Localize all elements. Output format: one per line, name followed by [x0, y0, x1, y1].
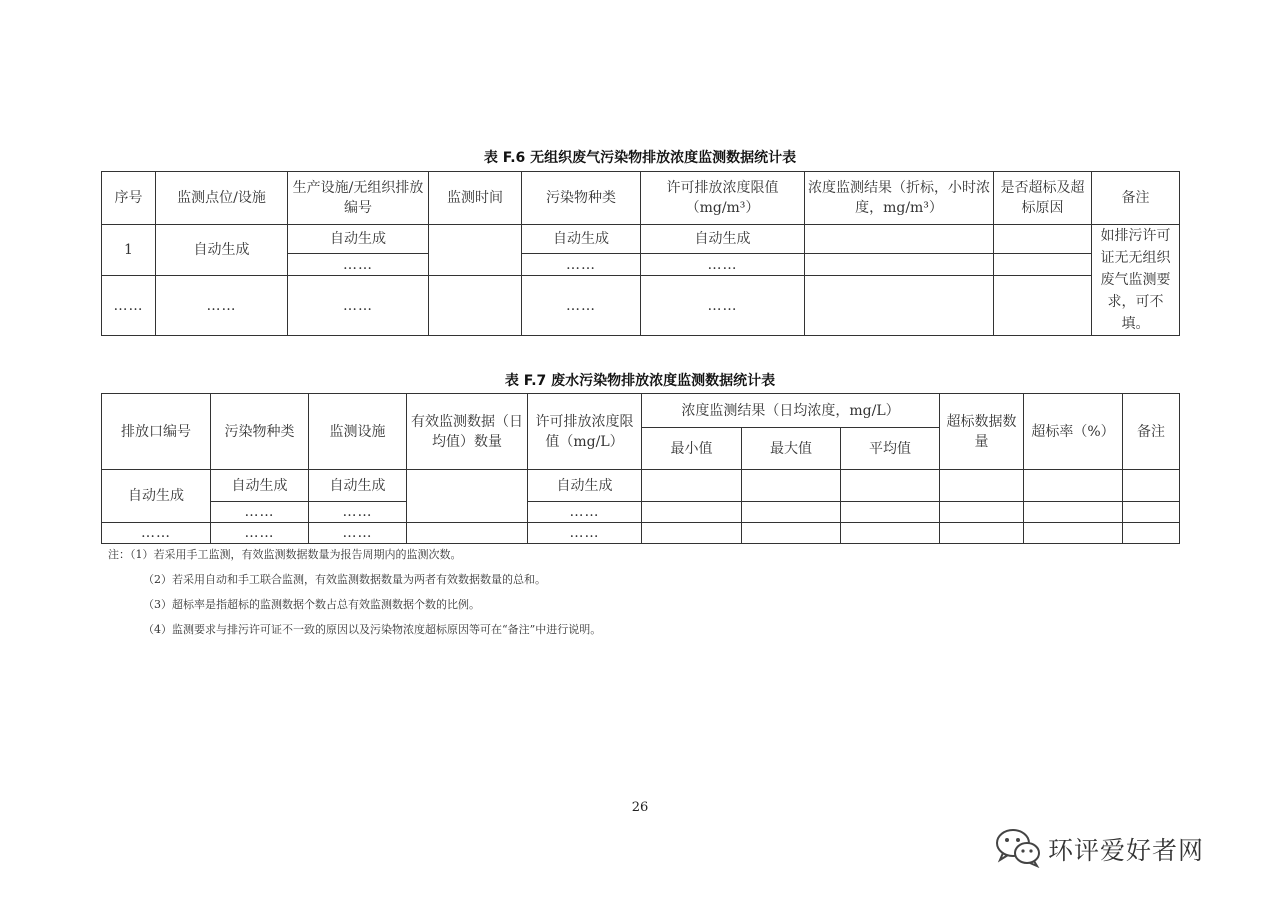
- table-row: [102, 523, 1180, 544]
- table-cell: ……: [211, 502, 309, 523]
- table-cell: [940, 502, 1024, 523]
- table-cell: 自动生成: [528, 470, 642, 502]
- table-cell: [1123, 470, 1180, 502]
- table-f7: [101, 393, 1180, 544]
- table-row: [102, 225, 1180, 254]
- table-cell: [994, 254, 1092, 276]
- header-cell: 监测点位/设施: [156, 172, 288, 225]
- table-cell: [742, 502, 841, 523]
- header-cell: 最小值: [642, 428, 742, 470]
- header-cell: 超标数据数量: [940, 394, 1024, 470]
- table-cell: ……: [522, 254, 641, 276]
- table-cell: [940, 523, 1024, 544]
- header-cell: 有效监测数据（日均值）数量: [407, 394, 528, 470]
- table-cell: ……: [288, 276, 429, 336]
- header-cell: 污染物种类: [211, 394, 309, 470]
- note-line: 注：（1）若采用手工监测，有效监测数据数量为报告周期内的监测次数。: [108, 548, 462, 561]
- table-f7-caption: 表 F.7 废水污染物排放浓度监测数据统计表: [504, 373, 776, 389]
- table-cell: 自动生成: [309, 470, 407, 502]
- table-cell: ……: [211, 523, 309, 544]
- table-cell: [1024, 470, 1123, 502]
- header-cell: 排放口编号: [102, 394, 211, 470]
- table-cell: [1024, 502, 1123, 523]
- table-row: [102, 502, 1180, 523]
- table-cell: [742, 470, 841, 502]
- table-cell: [407, 470, 528, 523]
- remark-cell: 如排污许可证无无组织废气监测要求，可不填。: [1092, 225, 1180, 336]
- table-cell: [805, 254, 994, 276]
- table-header-row: [102, 172, 1180, 225]
- header-cell: 平均值: [841, 428, 940, 470]
- table-cell: [642, 470, 742, 502]
- table-cell: [805, 276, 994, 336]
- table-cell: [742, 523, 841, 544]
- table-cell: [805, 225, 994, 254]
- table-cell: ……: [156, 276, 288, 336]
- header-cell: 许可排放浓度限值（mg/L）: [528, 394, 642, 470]
- header-cell: 超标率（%）: [1024, 394, 1123, 470]
- header-cell: 监测设施: [309, 394, 407, 470]
- header-cell: 是否超标及超标原因: [994, 172, 1092, 225]
- header-cell: 备注: [1092, 172, 1180, 225]
- header-cell: 浓度监测结果（折标，小时浓度，mg/m³）: [805, 172, 994, 225]
- table-cell: ……: [309, 502, 407, 523]
- page-number: 26: [631, 800, 649, 815]
- note-line: （3）超标率是指超标的监测数据个数占总有效监测数据个数的比例。: [143, 598, 480, 611]
- table-row: [102, 276, 1180, 336]
- table-cell: ……: [102, 276, 156, 336]
- table-cell: ……: [309, 523, 407, 544]
- table-cell: ……: [288, 254, 429, 276]
- table-cell: 自动生成: [288, 225, 429, 254]
- table-cell: ……: [528, 502, 642, 523]
- table-cell: 自动生成: [522, 225, 641, 254]
- table-cell: [841, 502, 940, 523]
- wechat-icon: [994, 826, 1042, 872]
- watermark: [994, 826, 1204, 872]
- header-cell: 备注: [1123, 394, 1180, 470]
- table-cell: [407, 523, 528, 544]
- table-cell: ……: [641, 254, 805, 276]
- header-cell: 监测时间: [429, 172, 522, 225]
- table-cell: 自动生成: [641, 225, 805, 254]
- table-row: [102, 470, 1180, 502]
- table-cell: [1024, 523, 1123, 544]
- header-cell: 污染物种类: [522, 172, 641, 225]
- header-cell: 许可排放浓度限值（mg/m³）: [641, 172, 805, 225]
- header-cell: 生产设施/无组织排放编号: [288, 172, 429, 225]
- table-cell: [429, 225, 522, 276]
- table-cell: ……: [528, 523, 642, 544]
- table-cell: 自动生成: [156, 225, 288, 276]
- note-line: （2）若采用自动和手工联合监测，有效监测数据数量为两者有效数据数量的总和。: [143, 573, 546, 586]
- table-cell: ……: [641, 276, 805, 336]
- table-cell: [841, 523, 940, 544]
- table-cell: 1: [102, 225, 156, 276]
- header-cell: 序号: [102, 172, 156, 225]
- table-cell: ……: [102, 523, 211, 544]
- table-cell: [642, 523, 742, 544]
- table-cell: [940, 470, 1024, 502]
- table-header-row: [102, 394, 1180, 428]
- table-cell: [841, 470, 940, 502]
- table-cell: [1123, 523, 1180, 544]
- table-cell: [642, 502, 742, 523]
- table-cell: 自动生成: [102, 470, 211, 523]
- table-cell: [994, 225, 1092, 254]
- table-cell: 自动生成: [211, 470, 309, 502]
- table-f6: [101, 171, 1180, 336]
- table-cell: [1123, 502, 1180, 523]
- header-cell: 最大值: [742, 428, 841, 470]
- table-cell: ……: [522, 276, 641, 336]
- note-line: （4）监测要求与排污许可证不一致的原因以及污染物浓度超标原因等可在“备注”中进行说明。: [143, 623, 602, 636]
- watermark-text: 环评爱好者网: [1048, 836, 1205, 865]
- table-cell: [429, 276, 522, 336]
- table-cell: [994, 276, 1092, 336]
- header-cell: 浓度监测结果（日均浓度，mg/L）: [642, 394, 940, 428]
- table-f6-caption: 表 F.6 无组织废气污染物排放浓度监测数据统计表: [483, 150, 797, 166]
